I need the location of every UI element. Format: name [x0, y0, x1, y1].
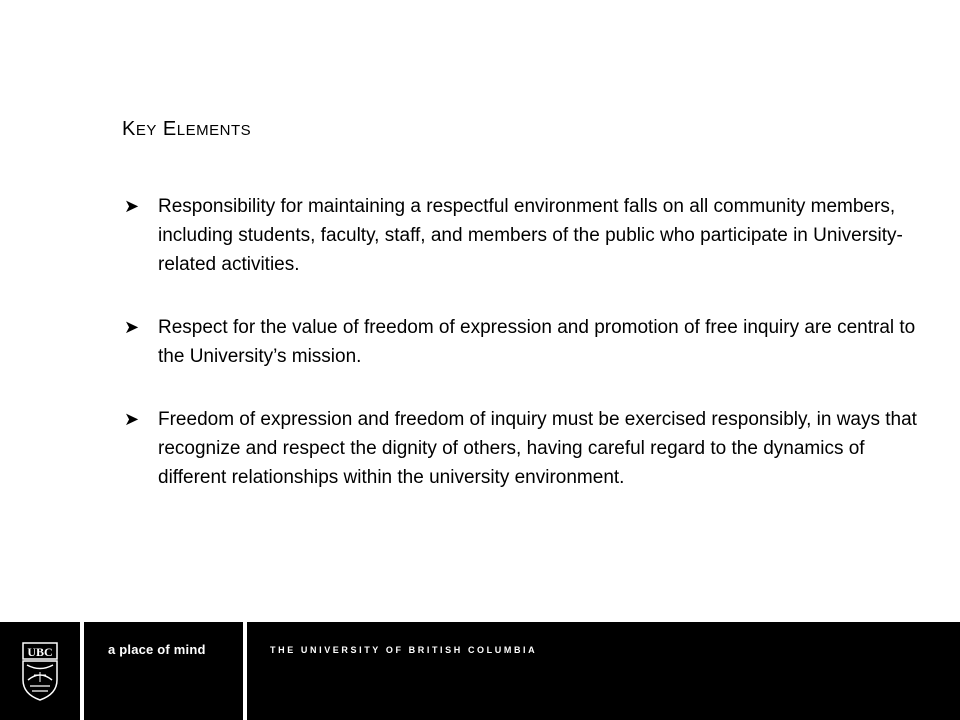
- university-name: THE UNIVERSITY OF BRITISH COLUMBIA: [270, 645, 538, 655]
- slide-title: [122, 118, 251, 141]
- bullet-item: [122, 405, 922, 492]
- arrow-bullet-icon: ➤: [124, 196, 140, 216]
- bullet-item: [122, 313, 922, 371]
- arrow-bullet-icon: ➤: [124, 409, 140, 429]
- title-rest-1: EY: [135, 122, 157, 139]
- footer-divider: [243, 622, 247, 720]
- ubc-crest-icon: [22, 642, 58, 702]
- title-initial-2: E: [162, 118, 177, 140]
- arrow-bullet-icon: ➤: [124, 317, 140, 337]
- bullet-text: Respect for the value of freedom of expression and promotion of free inquiry are central to the University’s mission.: [158, 317, 916, 367]
- title-initial-1: K: [122, 118, 136, 140]
- svg-text:UBC: UBC: [27, 645, 53, 659]
- title-rest-2: LEMENTS: [176, 122, 252, 139]
- tagline-text: a place of mind: [108, 642, 206, 657]
- bullet-text: Freedom of expression and freedom of inquiry must be exercised responsibly, in ways that recognize and respect the dignity of others, having careful regard to the dynamics of different relationships within the university environment.: [158, 409, 917, 488]
- bullet-item: [122, 192, 922, 279]
- bullet-text: Responsibility for maintaining a respectful environment falls on all community members, including students, faculty, staff, and members of the public who participate in University-related activities.: [158, 196, 903, 275]
- footer-bar: [0, 622, 960, 720]
- logo-panel: [0, 622, 80, 720]
- bullet-list: [122, 192, 922, 526]
- tagline-panel: [84, 622, 243, 720]
